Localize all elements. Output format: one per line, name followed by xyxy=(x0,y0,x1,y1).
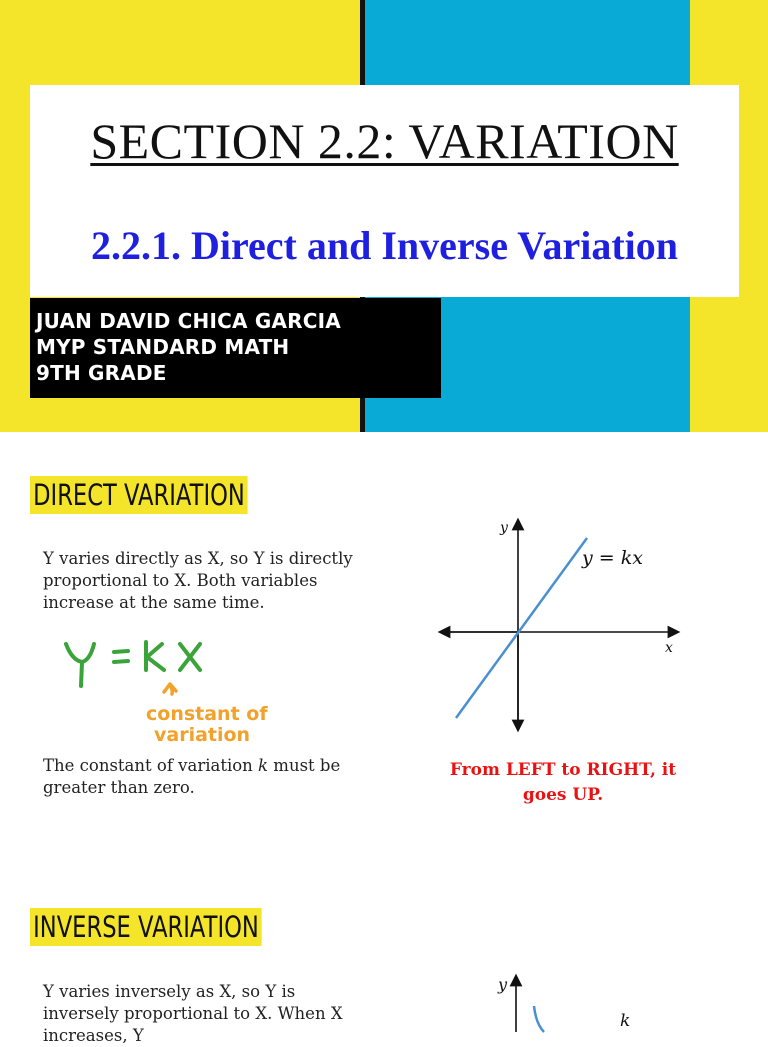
section-subtitle: 2.2.1. Direct and Inverse Variation xyxy=(90,223,679,268)
direct-variation-heading: DIRECT VARIATION xyxy=(30,476,248,514)
inverse-variation-description: Y varies inversely as X, so Y is inversely proportional to X. When X increases, Y xyxy=(43,982,343,1045)
constant-of-variation-note: The constant of variation k must be greater than zero. xyxy=(43,756,341,797)
direction-note: From LEFT to RIGHT, it goes UP. xyxy=(449,760,677,805)
direct-variation-graph xyxy=(440,520,680,730)
section-title: SECTION 2.2: VARIATION xyxy=(90,113,679,169)
direct-variation-line xyxy=(456,538,587,718)
handwritten-note-line1: constant of xyxy=(146,703,268,725)
x-axis-label: x xyxy=(665,640,673,656)
author-box xyxy=(30,298,441,398)
title-box xyxy=(30,85,739,297)
inverse-y-axis-label: y xyxy=(498,975,508,994)
handwritten-note-line2: variation xyxy=(154,724,251,746)
inverse-variation-curve xyxy=(534,1006,544,1032)
handwritten-equation xyxy=(62,630,302,748)
course-name: MYP STANDARD MATH xyxy=(36,335,290,359)
cover-slide xyxy=(0,0,768,432)
content-slide xyxy=(0,432,768,1045)
direct-variation-description: Y varies directly as X, so Y is directly proportional to X. Both variables increase at the same time. xyxy=(43,549,353,612)
y-axis-label: y xyxy=(500,520,508,536)
grade-level: 9TH GRADE xyxy=(36,361,167,385)
fraction-numerator: k xyxy=(620,1011,631,1031)
graph-equation: y = kx xyxy=(582,547,643,569)
inverse-variation-heading: INVERSE VARIATION xyxy=(30,908,262,946)
inverse-variation-graph xyxy=(418,972,668,1032)
author-name: JUAN DAVID CHICA GARCIA xyxy=(36,309,341,333)
